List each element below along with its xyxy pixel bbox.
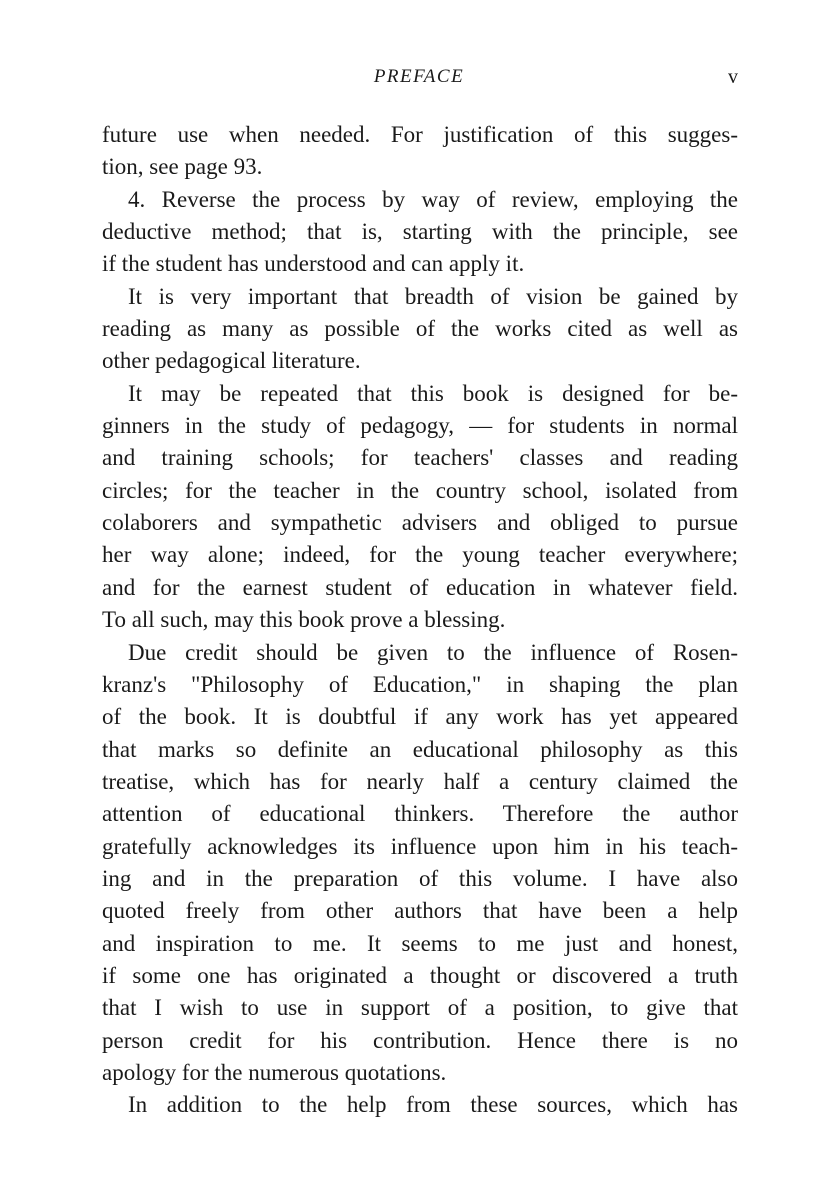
text-line: deductive method; that is, starting with the principle, see <box>102 219 738 245</box>
text-line: kranz's "Philosophy of Education," in shaping the plan <box>102 671 738 697</box>
running-head <box>100 66 738 94</box>
body-text <box>102 119 738 1122</box>
text-line: person credit for his contribution. Hence there is no <box>102 1027 738 1053</box>
page-number: v <box>728 66 738 88</box>
text-line: and inspiration to me. It seems to me just and honest, <box>102 930 738 956</box>
paragraph-start-line: It is very important that breadth of vision be gained by <box>128 283 738 309</box>
text-line: and training schools; for teachers' classes and reading <box>102 445 738 471</box>
text-line: gratefully acknowledges its influence upon him in his teach- <box>102 833 738 859</box>
text-line: attention of educational thinkers. Therefore the author <box>102 801 738 827</box>
text-line: her way alone; indeed, for the young teacher everywhere; <box>102 542 738 568</box>
paragraph-start-line: In addition to the help from these sources, which has <box>128 1092 738 1118</box>
text-line: treatise, which has for nearly half a century claimed the <box>102 768 738 794</box>
text-line: colaborers and sympathetic advisers and obliged to pursue <box>102 510 738 536</box>
paragraph-start-line: 4. Reverse the process by way of review, employing the <box>128 186 738 212</box>
text-line: of the book. It is doubtful if any work has yet appeared <box>102 704 738 730</box>
text-line: tion, see page 93. <box>102 154 263 180</box>
text-line: that marks so definite an educational philosophy as this <box>102 736 738 762</box>
paragraph-start-line: Due credit should be given to the influence of Rosen- <box>128 639 738 665</box>
text-line: apology for the numerous quotations. <box>102 1059 447 1085</box>
paragraph-start-line: It may be repeated that this book is designed for be- <box>128 380 738 406</box>
running-title: PREFACE <box>373 66 465 87</box>
text-line: other pedagogical literature. <box>102 348 361 374</box>
text-line: and for the earnest student of education in whatever field. <box>102 574 738 600</box>
text-line: quoted freely from other authors that have been a help <box>102 898 738 924</box>
text-line: ing and in the preparation of this volume. I have also <box>102 865 738 891</box>
text-line: that I wish to use in support of a position, to give that <box>102 995 738 1021</box>
text-line: circles; for the teacher in the country school, isolated from <box>102 477 738 503</box>
text-line: future use when needed. For justification of this sugges- <box>102 122 738 147</box>
text-line: if some one has originated a thought or discovered a truth <box>102 962 738 988</box>
text-line: reading as many as possible of the works cited as well as <box>102 316 738 342</box>
text-line: To all such, may this book prove a blessing. <box>102 607 506 633</box>
text-line: ginners in the study of pedagogy, — for students in normal <box>102 413 738 439</box>
text-line: if the student has understood and can apply it. <box>102 251 525 277</box>
